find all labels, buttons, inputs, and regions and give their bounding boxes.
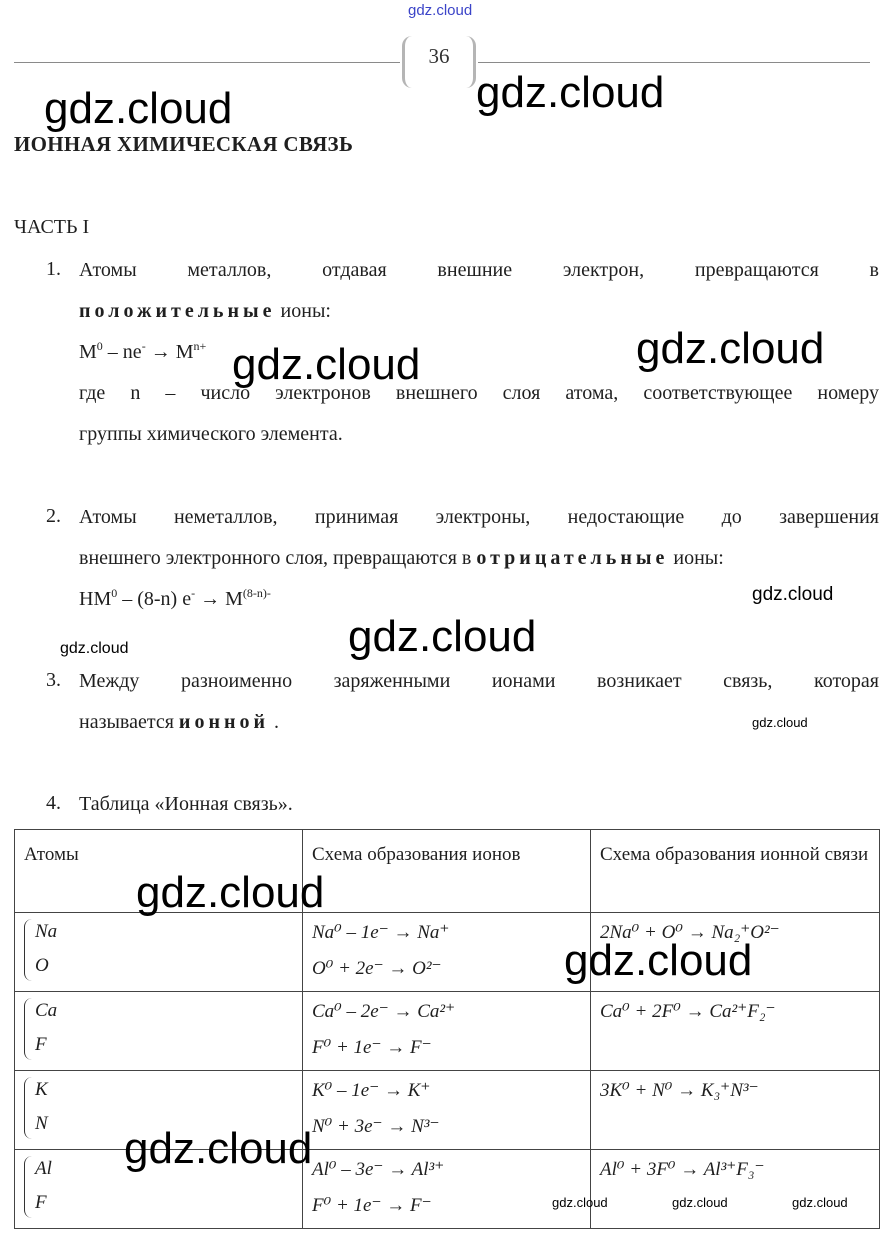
page-number: 36 xyxy=(428,44,450,68)
item-1-line-5: группы химического элемента. xyxy=(79,423,343,445)
table-row xyxy=(15,992,880,1071)
watermark: gdz.cloud xyxy=(136,868,325,917)
item-2-formula: $HM^0 - (8-n) e^- \to M^{(8-n)-}$ xyxy=(79,586,271,610)
bond-cell: 3K⁰ + N⁰ → K₃⁺N³⁻ xyxy=(591,1071,880,1150)
ions-cell: Al⁰ – 3e⁻ → Al³⁺ F⁰ + 1e⁻ → F⁻ xyxy=(303,1150,591,1229)
watermark: gdz.cloud xyxy=(752,584,834,605)
item-1-line-1: Атомы металлов, отдавая внешние электрон, превращаются в xyxy=(79,259,879,281)
watermark: gdz.cloud xyxy=(60,640,129,657)
watermark: gdz.cloud xyxy=(752,715,808,730)
bond-cell: 2Na⁰ + O⁰ → Na₂⁺O²⁻ xyxy=(591,913,880,992)
item-2-line-1: Атомы неметаллов, принимая электроны, недостающие до завершения xyxy=(79,506,879,528)
section-part: ЧАСТЬ I xyxy=(14,216,90,238)
atoms-cell: Al F xyxy=(15,1150,303,1229)
atoms-cell: K N xyxy=(15,1071,303,1150)
page-title: ИОННАЯ ХИМИЧЕСКАЯ СВЯЗЬ xyxy=(14,132,354,156)
watermark: gdz.cloud xyxy=(636,324,825,373)
header-bond-scheme: Схема образования ионной связи xyxy=(591,830,880,913)
item-1-formula: $M^0 - ne^- \to M^{n+}$ xyxy=(79,339,207,363)
site-watermark-top[interactable]: gdz.cloud xyxy=(408,2,473,19)
header-ion-scheme: Схема образования ионов xyxy=(303,830,591,913)
item-1-line-4: где n – число электронов внешнего слоя атома, соответствующее номеру xyxy=(79,382,879,404)
keyword-negative: отрицательные xyxy=(476,547,669,569)
header-rule-left xyxy=(14,62,400,63)
watermark: gdz.cloud xyxy=(44,84,233,133)
ions-cell: Na⁰ – 1e⁻ → Na⁺ O⁰ + 2e⁻ → O²⁻ xyxy=(303,913,591,992)
watermark: gdz.cloud xyxy=(232,340,421,389)
item-number: 3. xyxy=(46,669,61,691)
item-1-line-2: положительные ионы: xyxy=(79,300,331,322)
watermark: gdz.cloud xyxy=(564,936,753,985)
watermark: gdz.cloud xyxy=(476,68,665,117)
keyword-positive: положительные xyxy=(79,300,276,322)
brace-icon xyxy=(24,998,33,1060)
bond-cell: Al⁰ + 3F⁰ → Al³⁺F₃⁻ xyxy=(591,1150,880,1229)
header-atoms: Атомы xyxy=(15,830,303,913)
atoms-cell: Ca F xyxy=(15,992,303,1071)
item-number: 1. xyxy=(46,258,61,280)
brace-icon xyxy=(24,919,33,981)
watermark: gdz.cloud xyxy=(792,1195,848,1210)
item-2-line-2: внешнего электронного слоя, превращаются в отрицательные ионы: xyxy=(79,547,724,569)
ions-cell: Ca⁰ – 2e⁻ → Ca²⁺ F⁰ + 1e⁻ → F⁻ xyxy=(303,992,591,1071)
header-rule-right xyxy=(478,62,870,63)
brace-icon xyxy=(24,1077,33,1139)
watermark: gdz.cloud xyxy=(552,1195,608,1210)
item-3-line-1: Между разноименно заряженными ионами возникает связь, которая xyxy=(79,670,879,692)
ions-cell: K⁰ – 1e⁻ → K⁺ N⁰ + 3e⁻ → N³⁻ xyxy=(303,1071,591,1150)
bond-cell: Ca⁰ + 2F⁰ → Ca²⁺F₂⁻ xyxy=(591,992,880,1071)
watermark: gdz.cloud xyxy=(124,1124,313,1173)
watermark: gdz.cloud xyxy=(348,612,537,661)
keyword-ionic: ионной xyxy=(178,711,270,733)
item-3-line-2: называется ионной . xyxy=(79,711,280,733)
item-number: 2. xyxy=(46,505,61,527)
item-number: 4. xyxy=(46,792,61,814)
item-4-line-1: Таблица «Ионная связь». xyxy=(79,793,293,815)
atoms-cell: Na O xyxy=(15,913,303,992)
brace-icon xyxy=(24,1156,33,1218)
watermark: gdz.cloud xyxy=(672,1195,728,1210)
